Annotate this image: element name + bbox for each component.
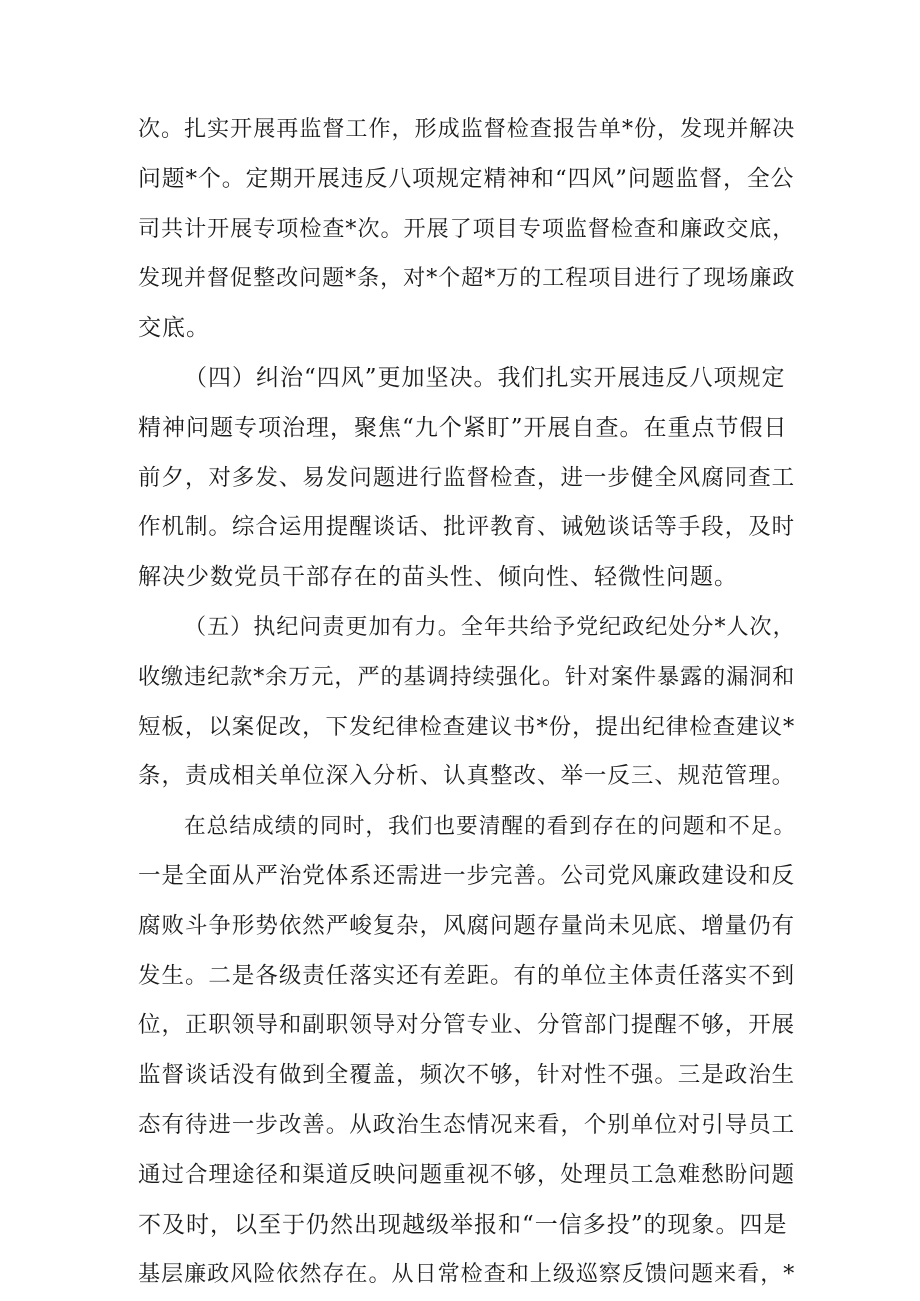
- paragraph: [138, 354, 798, 603]
- text-line: 司共计开展专项检查*次。开展了项目专项监督检查和廉政交底，: [138, 216, 796, 242]
- text-line: 问题*个。定期开展违反八项规定精神和“四风”问题监督，全公: [138, 165, 795, 192]
- text-line: 腐败斗争形势依然严峻复杂，风腐问题存量尚未见底、增量仍有: [138, 912, 796, 939]
- paragraph: [138, 603, 798, 802]
- text-line: 交底。: [138, 315, 210, 342]
- document-body: [138, 105, 798, 1300]
- paragraph: [138, 105, 798, 354]
- text-line: 不及时，以至于仍然出现越级举报和“一信多投”的现象。四是: [138, 1211, 788, 1238]
- paragraph: [138, 802, 798, 1300]
- text-line: 基层廉政风险依然存在。从日常检查和上级巡察反馈问题来看，*: [138, 1262, 796, 1288]
- text-line: 收缴违纪款*余万元，严的基调持续强化。针对案件暴露的漏洞和: [138, 664, 796, 690]
- text-line: （五）执纪问责更加有力。全年共给予党纪政纪处分*人次，: [184, 614, 796, 640]
- text-line: 位，正职领导和副职领导对分管专业、分管部门提醒不够，开展: [138, 1012, 796, 1039]
- text-line: 解决少数党员干部存在的苗头性、倾向性、轻微性问题。: [138, 564, 738, 591]
- text-line: 精神问题专项治理，聚焦“九个紧盯”开展自查。在重点节假日: [138, 414, 788, 441]
- text-line: 作机制。综合运用提醒谈话、批评教育、诫勉谈话等手段，及时: [138, 514, 796, 541]
- text-line: （四）纠治“四风”更加坚决。我们扎实开展违反八项规定: [184, 364, 786, 391]
- text-line: 监督谈话没有做到全覆盖，频次不够，针对性不强。三是政治生: [138, 1062, 796, 1089]
- text-line: 前夕，对多发、易发问题进行监督检查，进一步健全风腐同查工: [138, 464, 796, 491]
- text-line: 发生。二是各级责任落实还有差距。有的单位主体责任落实不到: [138, 962, 796, 989]
- text-line: 次。扎实开展再监督工作，形成监督检查报告单*份，发现并解决: [138, 117, 796, 142]
- text-line: 一是全面从严治党体系还需进一步完善。公司党风廉政建设和反: [138, 862, 796, 889]
- text-line: 短板，以案促改，下发纪律检查建议书*份，提出纪律检查建议*: [138, 713, 796, 740]
- text-line: 态有待进一步改善。从政治生态情况来看，个别单位对引导员工: [138, 1111, 796, 1138]
- text-line: 在总结成绩的同时，我们也要清醒的看到存在的问题和不足。: [184, 814, 797, 840]
- text-line: 条，责成相关单位深入分析、认真整改、举一反三、规范管理。: [138, 763, 796, 790]
- text-line: 发现并督促整改问题*条，对*个超*万的工程项目进行了现场廉政: [138, 266, 796, 292]
- text-line: 通过合理途径和渠道反映问题重视不够，处理员工急难愁盼问题: [138, 1161, 796, 1188]
